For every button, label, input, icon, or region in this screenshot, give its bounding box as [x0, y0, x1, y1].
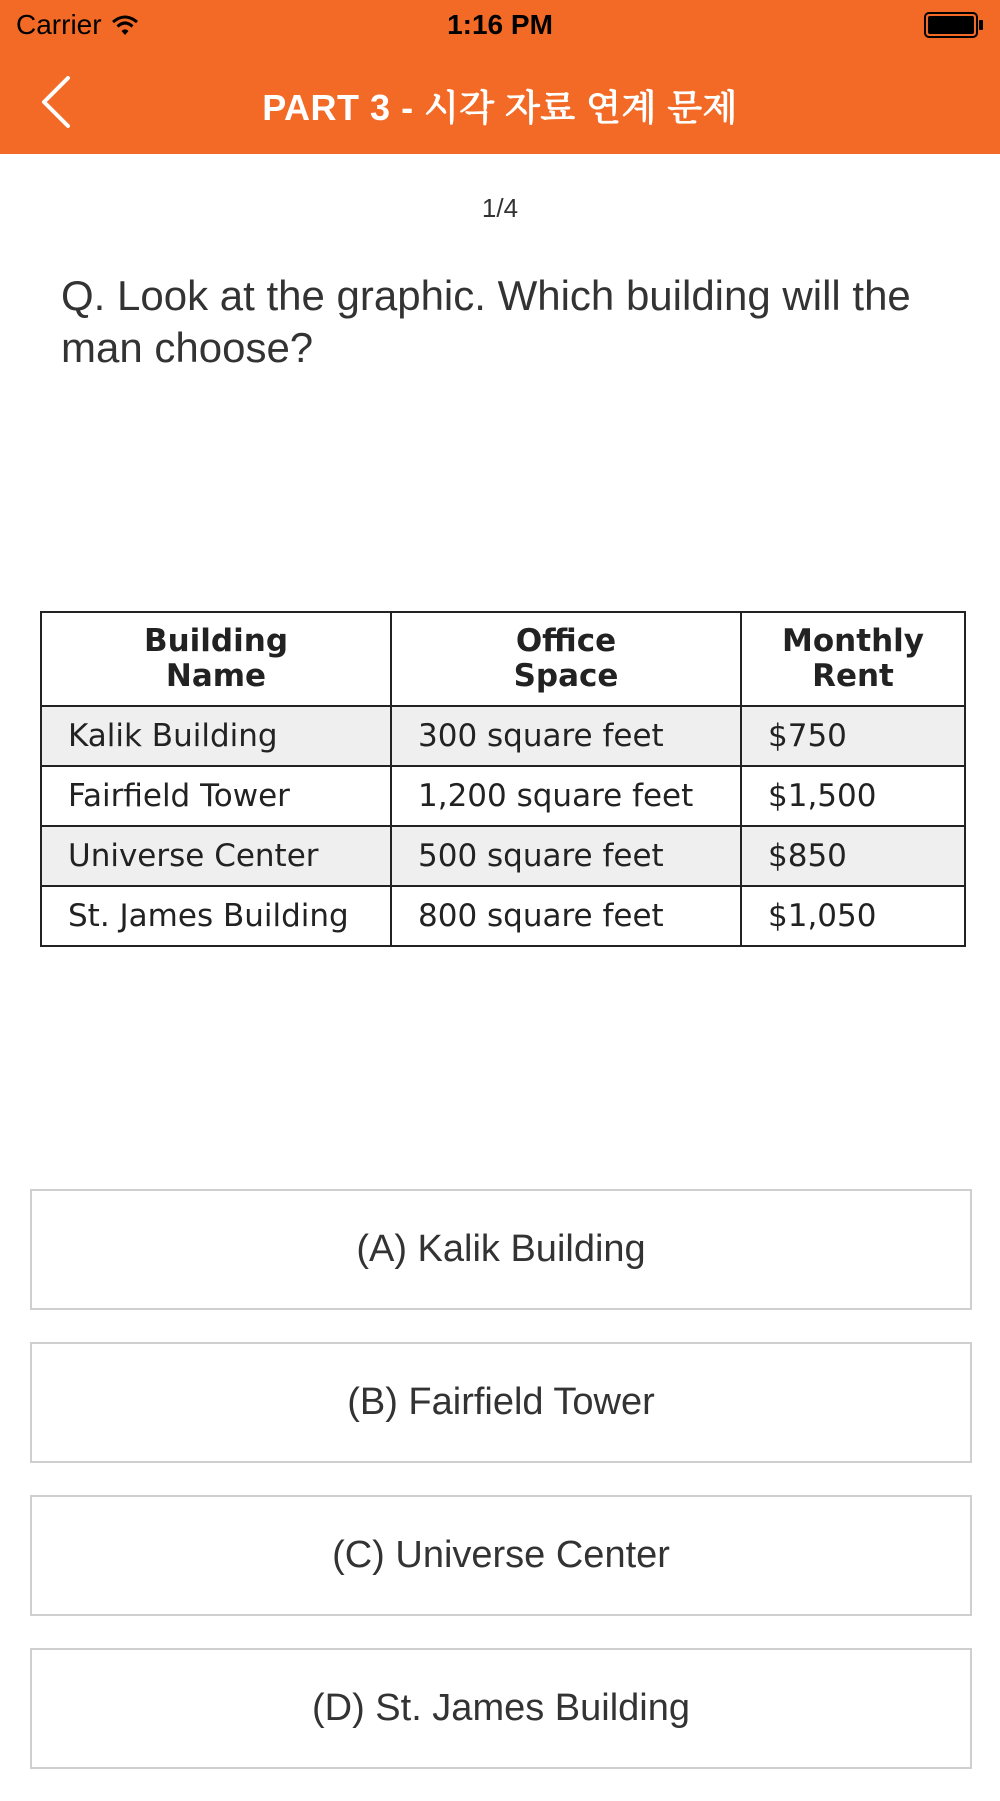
cell-rent: $1,050 [741, 886, 965, 946]
buildings-table [40, 611, 966, 947]
cell-space: 1,200 square feet [391, 766, 741, 826]
table-row [41, 886, 965, 946]
cell-building: Fairfield Tower [41, 766, 391, 826]
cell-space: 500 square feet [391, 826, 741, 886]
table-row [41, 766, 965, 826]
cell-rent: $1,500 [741, 766, 965, 826]
header-building-name: Building Name [41, 612, 391, 706]
battery-icon [924, 12, 984, 38]
cell-rent: $850 [741, 826, 965, 886]
table-header-row [41, 612, 965, 706]
page-title: PART 3 - 시각 자료 연계 문제 [262, 87, 738, 128]
cell-building: St. James Building [41, 886, 391, 946]
option-d-button[interactable]: (D) St. James Building [30, 1648, 972, 1769]
cell-space: 800 square feet [391, 886, 741, 946]
cell-rent: $750 [741, 706, 965, 766]
question-counter: 1/4 [481, 193, 519, 223]
graphic-table [40, 611, 964, 947]
question-text: Q. Look at the graphic. Which building will the man choose? [61, 272, 911, 371]
cell-building: Kalik Building [41, 706, 391, 766]
header-office-space: Office Space [391, 612, 741, 706]
carrier-label: Carrier [16, 9, 102, 40]
option-c-button[interactable]: (C) Universe Center [30, 1495, 972, 1616]
answer-options [30, 1189, 970, 1801]
status-bar [0, 0, 1000, 50]
header-monthly-rent: Monthly Rent [741, 612, 965, 706]
option-b-button[interactable]: (B) Fairfield Tower [30, 1342, 972, 1463]
cell-building: Universe Center [41, 826, 391, 886]
navigation-bar [0, 50, 1000, 154]
option-a-button[interactable]: (A) Kalik Building [30, 1189, 972, 1310]
table-row [41, 826, 965, 886]
status-time: 1:16 PM [447, 9, 553, 40]
table-row [41, 706, 965, 766]
cell-space: 300 square feet [391, 706, 741, 766]
